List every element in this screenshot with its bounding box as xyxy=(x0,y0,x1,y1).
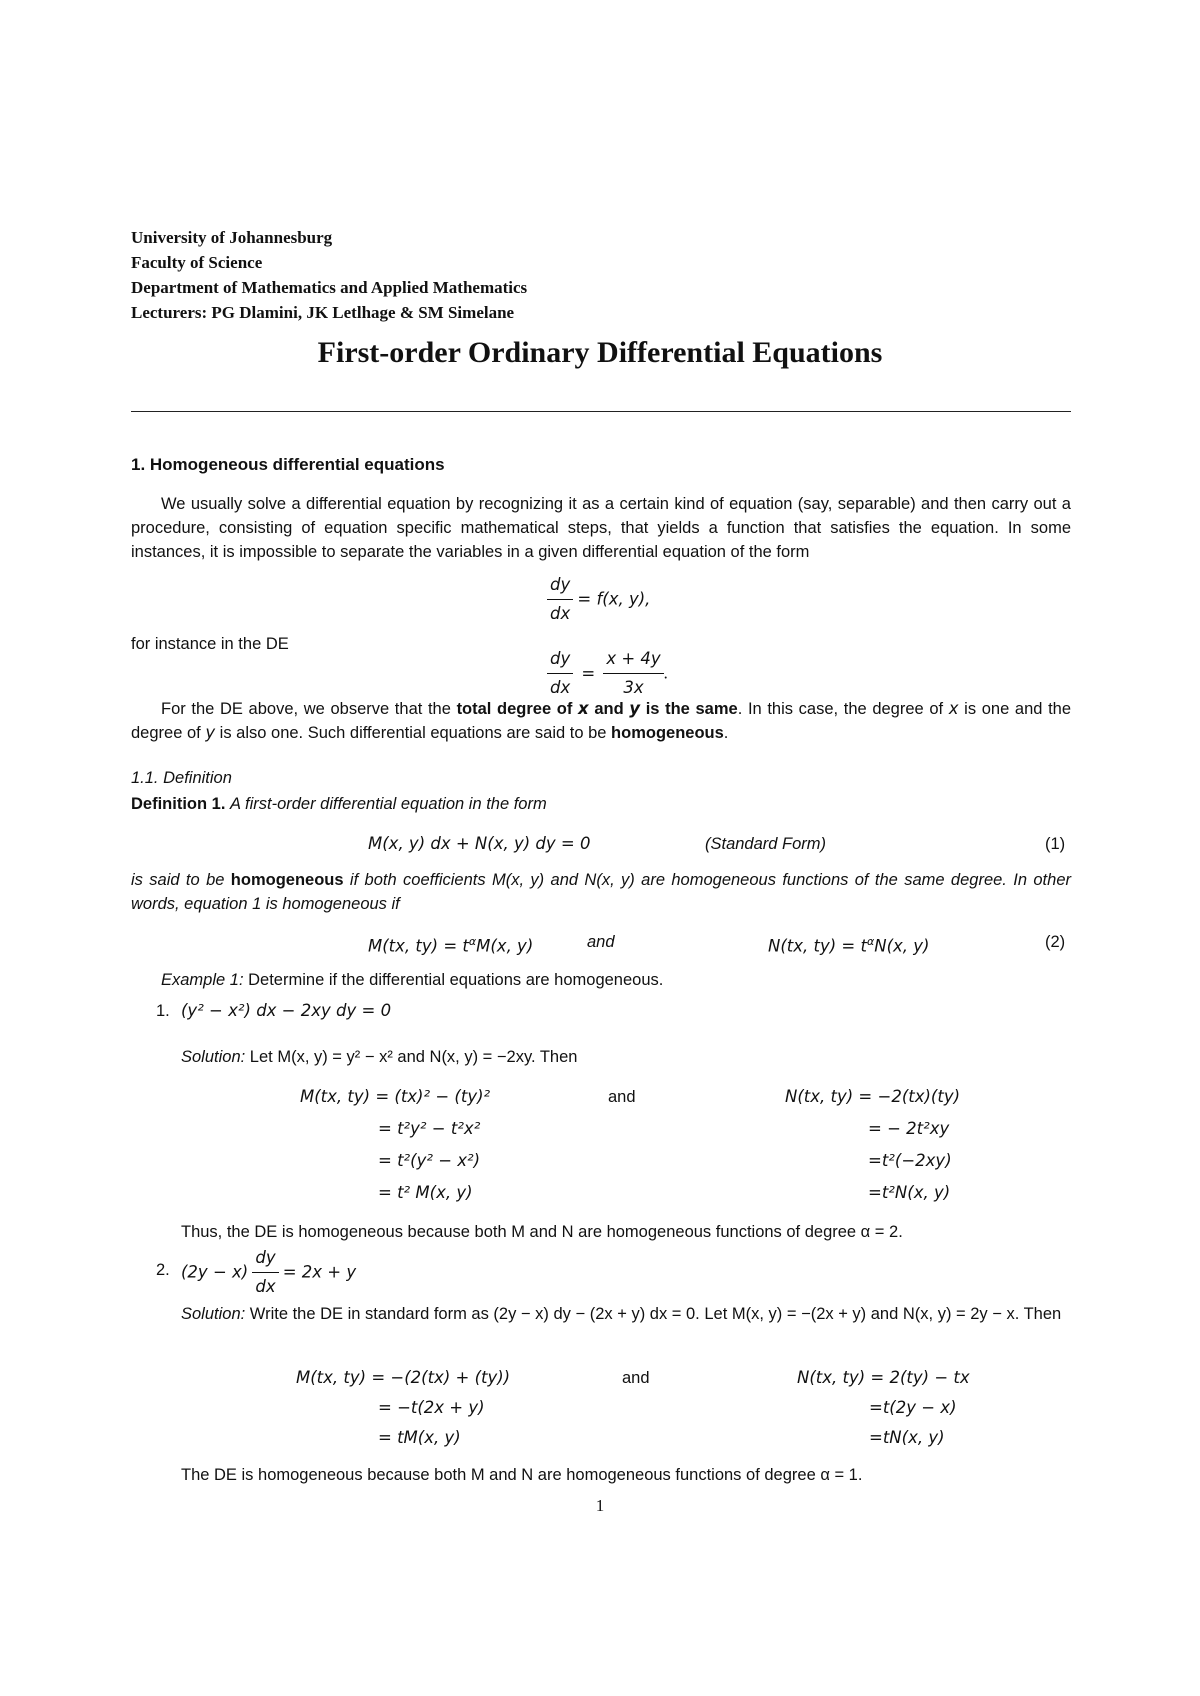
page-number: 1 xyxy=(595,1496,605,1515)
intro-paragraph xyxy=(131,492,1071,564)
m-line: = t² M(x, y) xyxy=(378,1183,473,1202)
definition-line: Definition 1. A first-order differential equation in the form xyxy=(131,795,547,813)
item-2-number: 2. xyxy=(156,1261,170,1279)
lecturers-line: Lecturers: PG Dlamini, JK Letlhage & SM Simelane xyxy=(131,303,515,322)
n-line: =t²(−2xy) xyxy=(868,1151,952,1170)
n-line: =t(2y − x) xyxy=(869,1398,957,1417)
equation-example: $\frac{dy}{dx}$ = $\frac{x + 4y}{3x}$ . xyxy=(547,647,668,700)
title-divider xyxy=(131,411,1071,412)
equation-1-number: (1) xyxy=(1045,835,1066,853)
section-heading: 1. Homogeneous differential equations xyxy=(131,455,445,474)
fraction-dydx: $\frac{dy}{dx}$ xyxy=(547,573,573,626)
fraction-dydx-3: $\frac{dy}{dx}$ xyxy=(252,1246,278,1299)
equation-2-and: and xyxy=(587,933,615,951)
item-1-m-derivation xyxy=(300,1081,500,1209)
equation-1: M(x, y) dx + N(x, y) dy = 0 xyxy=(368,834,591,853)
n-line: N(tx, ty) = 2(ty) − tx xyxy=(797,1368,970,1387)
item-1-solution: Solution: Let M(x, y) = y² − x² and N(x, y) = −2xy. Then xyxy=(181,1048,578,1066)
observation-paragraph: For the DE above, we observe that the total degree of x and y is the same. In this case, the degree of x is one and the degree of y is also one. Such differential equations are said to be homogeneous. xyxy=(131,699,1072,742)
item-1-conclusion: Thus, the DE is homogeneous because both M and N are homogeneous functions of degree α = 2. xyxy=(181,1223,903,1241)
equals-sign: = xyxy=(581,663,596,683)
university-name: University of Johannesburg xyxy=(131,228,333,247)
intro-text: We usually solve a differential equation by recognizing it as a certain kind of equation (say, separable) and then carry out a procedure, consisting of equation specific mathematical steps, that yields a function that satisfies the equation. In some instances, it is impossible to separate the variables in a given differential equation of the form xyxy=(131,495,1071,561)
item-1-number: 1. xyxy=(156,1002,170,1020)
item-2-solution: Solution: Write the DE in standard form as (2y − x) dy − (2x + y) dx = 0. Let M(x, y) = −(2x + y) and N(x, y) = 2y − x. Then xyxy=(181,1305,1062,1323)
item-1-n-derivation xyxy=(785,1081,960,1209)
m-line: M(tx, ty) = (tx)² − (ty)² xyxy=(300,1087,491,1106)
department-name: Department of Mathematics and Applied Mathematics xyxy=(131,278,528,297)
item-2-equation: (2y − x) $\frac{dy}{dx}$ = 2x + y xyxy=(181,1246,356,1299)
item-2-m-derivation xyxy=(296,1363,510,1453)
m-line: = −t(2x + y) xyxy=(378,1398,485,1417)
for-instance-text: for instance in the DE xyxy=(131,635,289,653)
item-1-and: and xyxy=(608,1088,636,1106)
n-line: =tN(x, y) xyxy=(869,1428,945,1447)
item-1-equation: (y² − x²) dx − 2xy dy = 0 xyxy=(181,1001,392,1020)
item-2-and: and xyxy=(622,1369,650,1387)
definition-body: is said to be homogeneous if both coefficients M(x, y) and N(x, y) are homogeneous functions of the same degree. In other words, equation 1 is homogeneous if xyxy=(131,871,1071,913)
n-line: N(tx, ty) = −2(tx)(ty) xyxy=(785,1087,961,1106)
standard-form-note: (Standard Form) xyxy=(705,835,827,853)
fraction-dydx-2: $\frac{dy}{dx}$ xyxy=(547,647,573,700)
faculty-name: Faculty of Science xyxy=(131,253,263,272)
n-line: =t²N(x, y) xyxy=(868,1183,951,1202)
m-line: = t²(y² − x²) xyxy=(378,1151,481,1170)
subsection-label: 1.1. Definition xyxy=(131,769,232,787)
n-line: = − 2t²xy xyxy=(868,1119,950,1138)
fraction-rhs: $\frac{x + 4y}{3x}$ xyxy=(603,647,663,700)
equation-general xyxy=(547,573,650,626)
m-line: = tM(x, y) xyxy=(378,1428,461,1447)
equation-2-right: N(tx, $ty) = t^\alpha N(x$, y) xyxy=(768,935,930,956)
example-prompt: Example 1: Determine if the differential equations are homogeneous. xyxy=(161,971,664,989)
item-2-conclusion: The DE is homogeneous because both M and N are homogeneous functions of degree α = 1. xyxy=(181,1466,863,1484)
item-2-n-derivation xyxy=(797,1363,970,1453)
equation-2-number: (2) xyxy=(1045,933,1066,951)
m-line: M(tx, ty) = −(2(tx) + (ty)) xyxy=(296,1368,511,1387)
equation-general-rhs: = f(x, y), xyxy=(577,589,651,609)
page-title: First-order Ordinary Differential Equations xyxy=(317,336,883,369)
m-line: = t²y² − t²x² xyxy=(378,1119,481,1138)
equation-2-left: M(tx, $ty) = t^\alpha M(x$, y) xyxy=(368,935,534,956)
